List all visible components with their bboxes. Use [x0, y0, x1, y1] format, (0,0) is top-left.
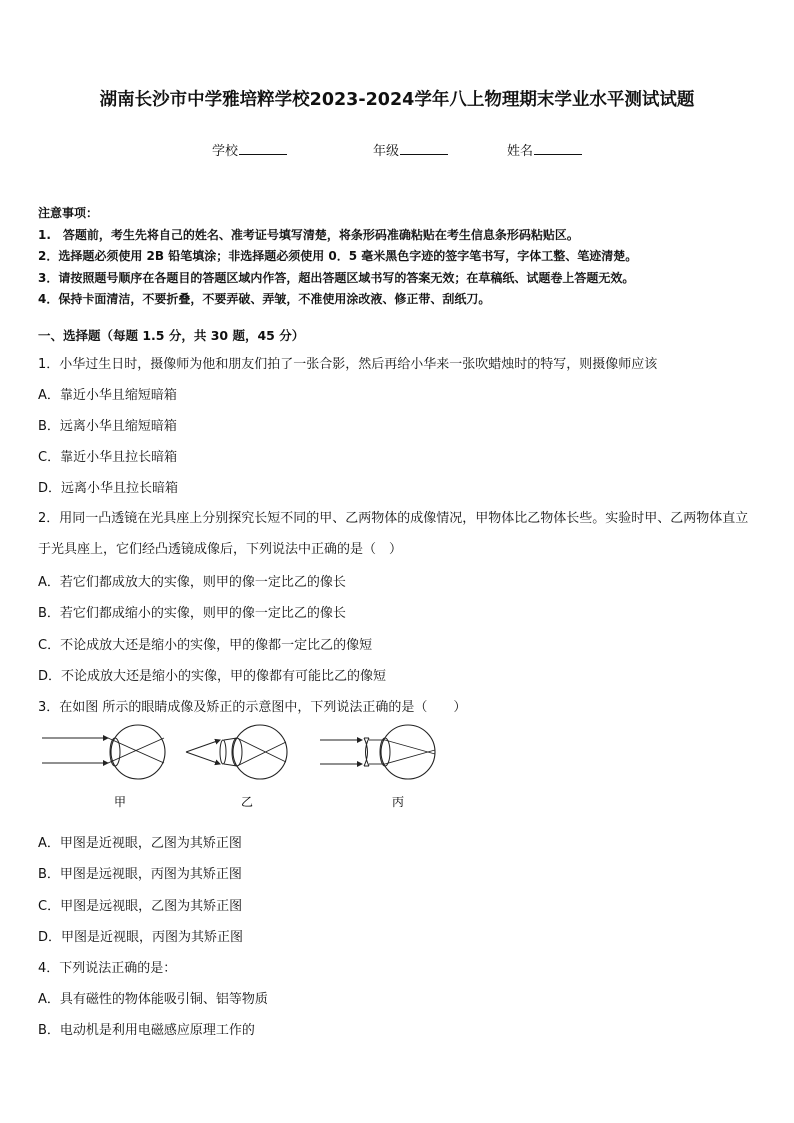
name-label: 姓名 [507, 144, 534, 159]
question-stem: 4．下列说法正确的是： [38, 961, 177, 976]
option-item: A．甲图是近视眼，乙图为其矫正图 [38, 836, 242, 851]
notice-item: 2．选择题必须使用 2B 铅笔填涂；非选择题必须使用 0．5 毫米黑色字迹的签字笔书写，字体工整、笔迹清楚。 [38, 249, 638, 263]
option-item: C．靠近小华且拉长暗箱 [38, 450, 178, 465]
option-item: A．若它们都成放大的实像，则甲的像一定比乙的像长 [38, 575, 346, 590]
school-field [212, 140, 287, 159]
notice-heading: 注意事项： [38, 206, 99, 220]
option-item: B．远离小华且缩短暗箱 [38, 419, 177, 434]
option-item: B．电动机是利用电磁感应原理工作的 [38, 1023, 255, 1038]
eye-diagram-bing [320, 725, 435, 809]
name-blank [534, 142, 582, 155]
question-stem: 2．用同一凸透镜在光具座上分别探究长短不同的甲、乙两物体的成像情况，甲物体比乙物体长些。实验时甲、乙两物体直立于光具座上，它们经凸透镜成像后，下列说法中正确的是（ ） [38, 511, 749, 557]
notice-block [38, 203, 768, 311]
page-title: 湖南长沙市中学雅培粹学校2023-2024学年八上物理期末学业水平测试试题 [99, 90, 695, 110]
school-label: 学校 [212, 144, 239, 159]
notice-item: 3．请按照题号顺序在各题目的答题区域内作答，超出答题区域书写的答案无效；在草稿纸、试题卷上答题无效。 [38, 270, 635, 285]
option-item: B．甲图是远视眼，丙图为其矫正图 [38, 867, 242, 882]
eye-diagram-figure [38, 718, 448, 814]
figure-label: 丙 [392, 795, 405, 809]
figure-label: 甲 [114, 795, 127, 809]
notice-item: 1. 答题前，考生先将自己的姓名、准考证号填写清楚，将条形码准确粘贴在考生信息条形码粘贴区。 [38, 227, 579, 242]
name-field [507, 140, 582, 159]
figure-label: 乙 [241, 795, 254, 809]
question-stem: 3．在如图 所示的眼睛成像及矫正的示意图中，下列说法正确的是（ ） [38, 700, 467, 715]
option-item: C．不论成放大还是缩小的实像，甲的像都一定比乙的像短 [38, 638, 373, 653]
student-info-row [0, 140, 794, 160]
option-item: B．若它们都成缩小的实像，则甲的像一定比乙的像长 [38, 606, 346, 621]
school-blank [239, 142, 287, 155]
option-item: A．靠近小华且缩短暗箱 [38, 388, 177, 403]
option-item: D．远离小华且拉长暗箱 [38, 481, 179, 496]
notice-item: 4．保持卡面清洁，不要折叠，不要弄破、弄皱，不准使用涂改液、修正带、刮纸刀。 [38, 292, 491, 306]
grade-label: 年级 [373, 144, 400, 159]
option-item: D．不论成放大还是缩小的实像，甲的像都有可能比乙的像短 [38, 669, 387, 684]
eye-diagram-jia [42, 725, 165, 809]
option-item: D．甲图是近视眼，丙图为其矫正图 [38, 930, 244, 945]
grade-field [373, 140, 448, 159]
option-item: C．甲图是远视眼，乙图为其矫正图 [38, 899, 243, 914]
option-item: A．具有磁性的物体能吸引铜、铝等物质 [38, 992, 268, 1007]
eye-diagram-yi [186, 725, 287, 809]
grade-blank [400, 142, 448, 155]
question-stem: 1．小华过生日时，摄像师为他和朋友们拍了一张合影，然后再给小华来一张吹蜡烛时的特写，则摄像师应该 [38, 357, 658, 372]
section-heading: 一、选择题（每题 1.5 分，共 30 题，45 分） [38, 328, 305, 343]
